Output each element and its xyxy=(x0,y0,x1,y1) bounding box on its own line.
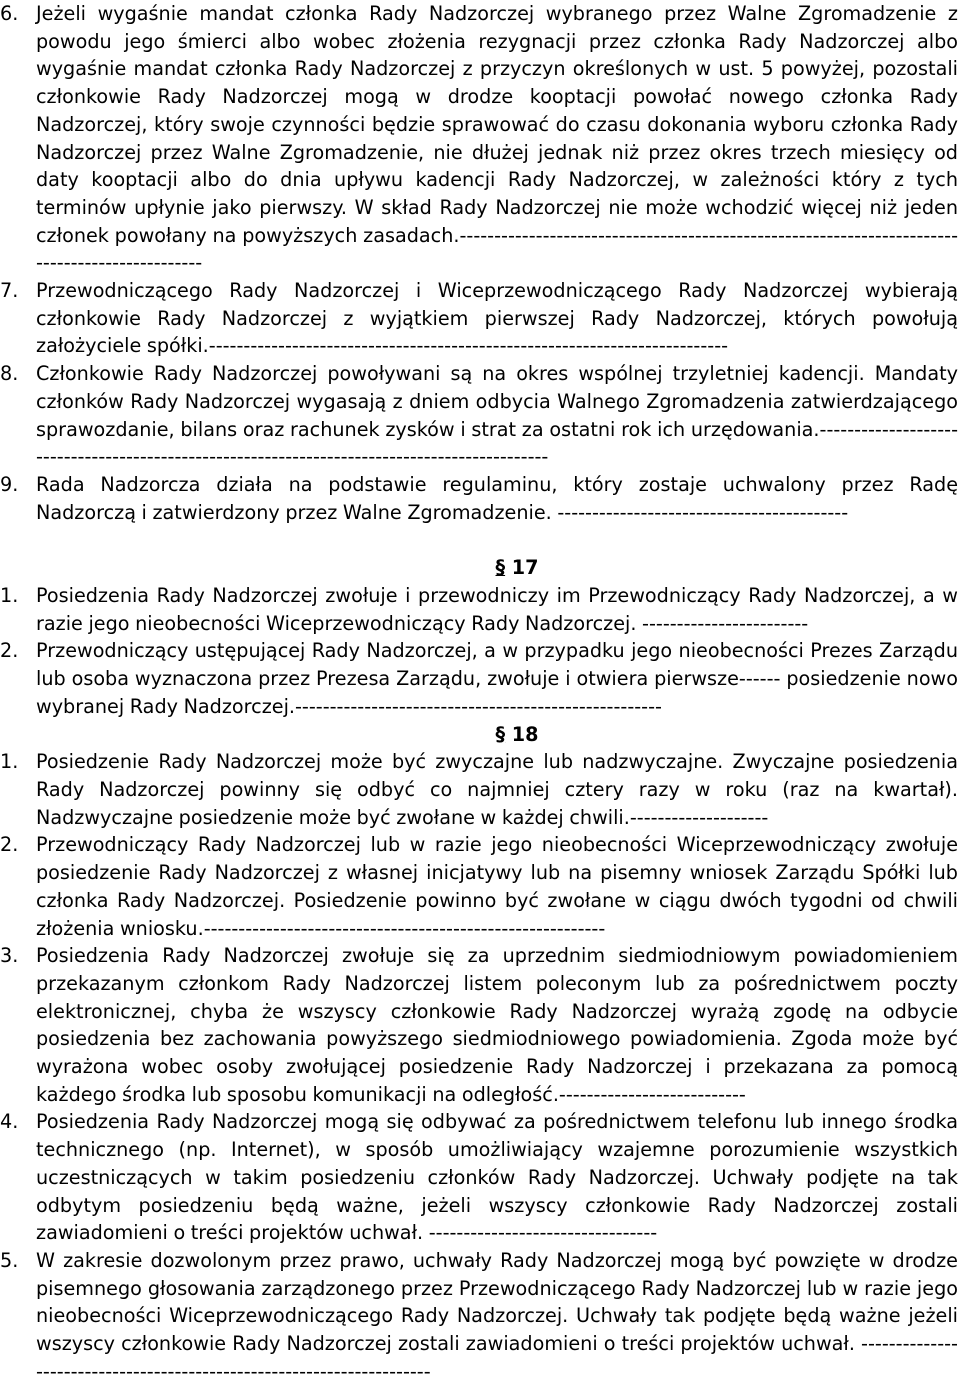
paragraph-number: 8. xyxy=(0,362,19,386)
section-number: 17 xyxy=(511,556,539,580)
section-symbol: § xyxy=(495,722,506,746)
paragraph-8 xyxy=(0,360,958,471)
section-18-paragraph-3 xyxy=(0,942,958,1108)
paragraph-number: 9. xyxy=(0,472,19,496)
section-18-paragraph-5 xyxy=(0,1247,958,1386)
section-18-paragraph-4 xyxy=(0,1108,958,1247)
section-18-paragraph-1 xyxy=(0,748,958,831)
section-18-paragraph-2 xyxy=(0,831,958,942)
paragraph-number: 5. xyxy=(0,1248,19,1272)
paragraph-text: Jeżeli wygaśnie mandat członka Rady Nadzorczej wybranego przez Walne Zgromadzenie z powodu jego śmierci albo wobec złożenia rezygnacji przez członka Rady Nadzorczej albo wygaśnie mandat członka Rady Nadzorczej z przyczyn określonych w ust. 5 powyżej, pozostali członkowie Rady Nadzorczej mogą w drodze kooptacji powołać nowego członka Rady Nadzorczej, który swoje czynności będzie sprawować do czasu dokonania wyboru członka Rady Nadzorczej przez Walne Zgromadzenie, nie dłużej jednak niż przez okres trzech miesięcy od daty kooptacji albo do dnia upływu kadencji Rady Nadzorczej, w zależności który z tych terminów upłynie jako pierwszy. W skład Rady Nadzorczej nie może wchodzić więcej niż jeden członek powołany na powyższych zasadach.------------------------------------------------------------------------------------------------ xyxy=(36,2,958,275)
paragraph-number: 3. xyxy=(0,944,19,968)
paragraph-number: 7. xyxy=(0,279,19,303)
section-17-paragraph-1 xyxy=(0,582,958,637)
paragraph-9 xyxy=(0,471,958,526)
paragraph-6 xyxy=(0,0,958,277)
paragraph-text: W zakresie dozwolonym przez prawo, uchwały Rady Nadzorczej mogą być powzięte w drodze pisemnego głosowania zarządzonego przez Przewodniczącego Rady Nadzorczej lub w razie jego nieobecności Wiceprzewodniczącego Rady Nadzorczej. Uchwały tak podjęte będą ważne jeżeli wszyscy członkowie Rady Nadzorczej zostali zawiadomieni o treści projektów uchwał. ----------------------------------------------------------------------- xyxy=(36,1248,958,1383)
paragraph-number: 6. xyxy=(0,2,19,25)
paragraph-number: 4. xyxy=(0,1110,19,1134)
paragraph-text: Posiedzenie Rady Nadzorczej może być zwyczajne lub nadzwyczajne. Zwyczajne posiedzenia Rady Nadzorczej powinny się odbyć co najmniej cztery razy w roku (raz na kwartał). Nadzwyczajne posiedzenie może być zwołane w każdej chwili.-------------------- xyxy=(36,750,958,829)
paragraph-text: Posiedzenia Rady Nadzorczej mogą się odbywać za pośrednictwem telefonu lub innego środka technicznego (np. Internet), w sposób umożliwiający wzajemne porozumienie wszystkich uczestniczących w takim posiedzeniu członków Rady Nadzorczej. Uchwały podjęte na tak odbytym posiedzeniu będą ważne, jeżeli wszyscy członkowie Rady Nadzorczej zostali zawiadomieni o treści projektów uchwał. --------------------------------- xyxy=(36,1110,958,1245)
section-heading-17 xyxy=(0,554,958,582)
section-heading-18 xyxy=(0,721,958,749)
paragraph-number: 1. xyxy=(0,750,19,774)
paragraph-text: Przewodniczący Rady Nadzorczej lub w razie jego nieobecności Wiceprzewodniczący zwołuje posiedzenie Rady Nadzorczej z własnej inicjatywy lub na pisemny wniosek Zarządu Spółki lub członka Rady Nadzorczej. Posiedzenie powinno być zwołane w ciągu dwóch tygodni od chwili złożenia wniosku.---------------------------------------------------------- xyxy=(36,833,958,940)
paragraph-text: Rada Nadzorcza działa na podstawie regulaminu, który zostaje uchwalony przez Radę Nadzorczą i zatwierdzony przez Walne Zgromadzenie. ------------------------------------------ xyxy=(36,472,958,524)
paragraph-7 xyxy=(0,277,958,360)
paragraph-text: Przewodniczącego Rady Nadzorczej i Wiceprzewodniczącego Rady Nadzorczej wybierają członkowie Rady Nadzorczej z wyjątkiem pierwszej Rady Nadzorczej, których powołują założyciele spółki.--------------------------------------------------------------------------- xyxy=(36,279,958,358)
paragraph-number: 2. xyxy=(0,639,19,663)
section-17-paragraph-2 xyxy=(0,637,958,720)
section-number: 18 xyxy=(511,722,539,746)
paragraph-number: 2. xyxy=(0,833,19,857)
paragraph-text: Członkowie Rady Nadzorczej powoływani są na okres wspólnej trzyletniej kadencji. Mandaty członków Rady Nadzorczej wygasają z dniem odbycia Walnego Zgromadzenia zatwierdzającego sprawozdanie, bilans oraz rachunek zysków i strat za ostatni rok ich urzędowania.---------------------------------------------------------------------------------------------- xyxy=(36,362,958,469)
paragraph-text: Posiedzenia Rady Nadzorczej zwołuje i przewodniczy im Przewodniczący Rady Nadzorczej, a w razie jego nieobecności Wiceprzewodniczący Rady Nadzorczej. ------------------------ xyxy=(36,584,958,635)
paragraph-number: 1. xyxy=(0,584,19,608)
section-symbol: § xyxy=(495,556,506,580)
paragraph-text: Przewodniczący ustępującej Rady Nadzorczej, a w przypadku jego nieobecności Prezes Zarządu lub osoba wyznaczona przez Prezesa Zarządu, zwołuje i otwiera pierwsze------ posiedzenie nowo wybranej Rady Nadzorczej.----------------------------------------------------- xyxy=(36,639,958,718)
paragraph-text: Posiedzenia Rady Nadzorczej zwołuje się za uprzednim siedmiodniowym powiadomieniem przekazanym członkom Rady Nadzorczej listem poleconym lub za pośrednictwem poczty elektronicznej, chyba że wszyscy członkowie Rady Nadzorczej wyrażą zgodę na odbycie posiedzenia bez zachowania powyższego siedmiodniowego powiadomienia. Zgoda może być wyrażona wobec osoby zwołującej posiedzenie Rady Nadzorczej i przekazana za pomocą każdego środka lub sposobu komunikacji na odległość.--------------------------- xyxy=(36,944,958,1106)
section-spacer xyxy=(0,526,958,554)
